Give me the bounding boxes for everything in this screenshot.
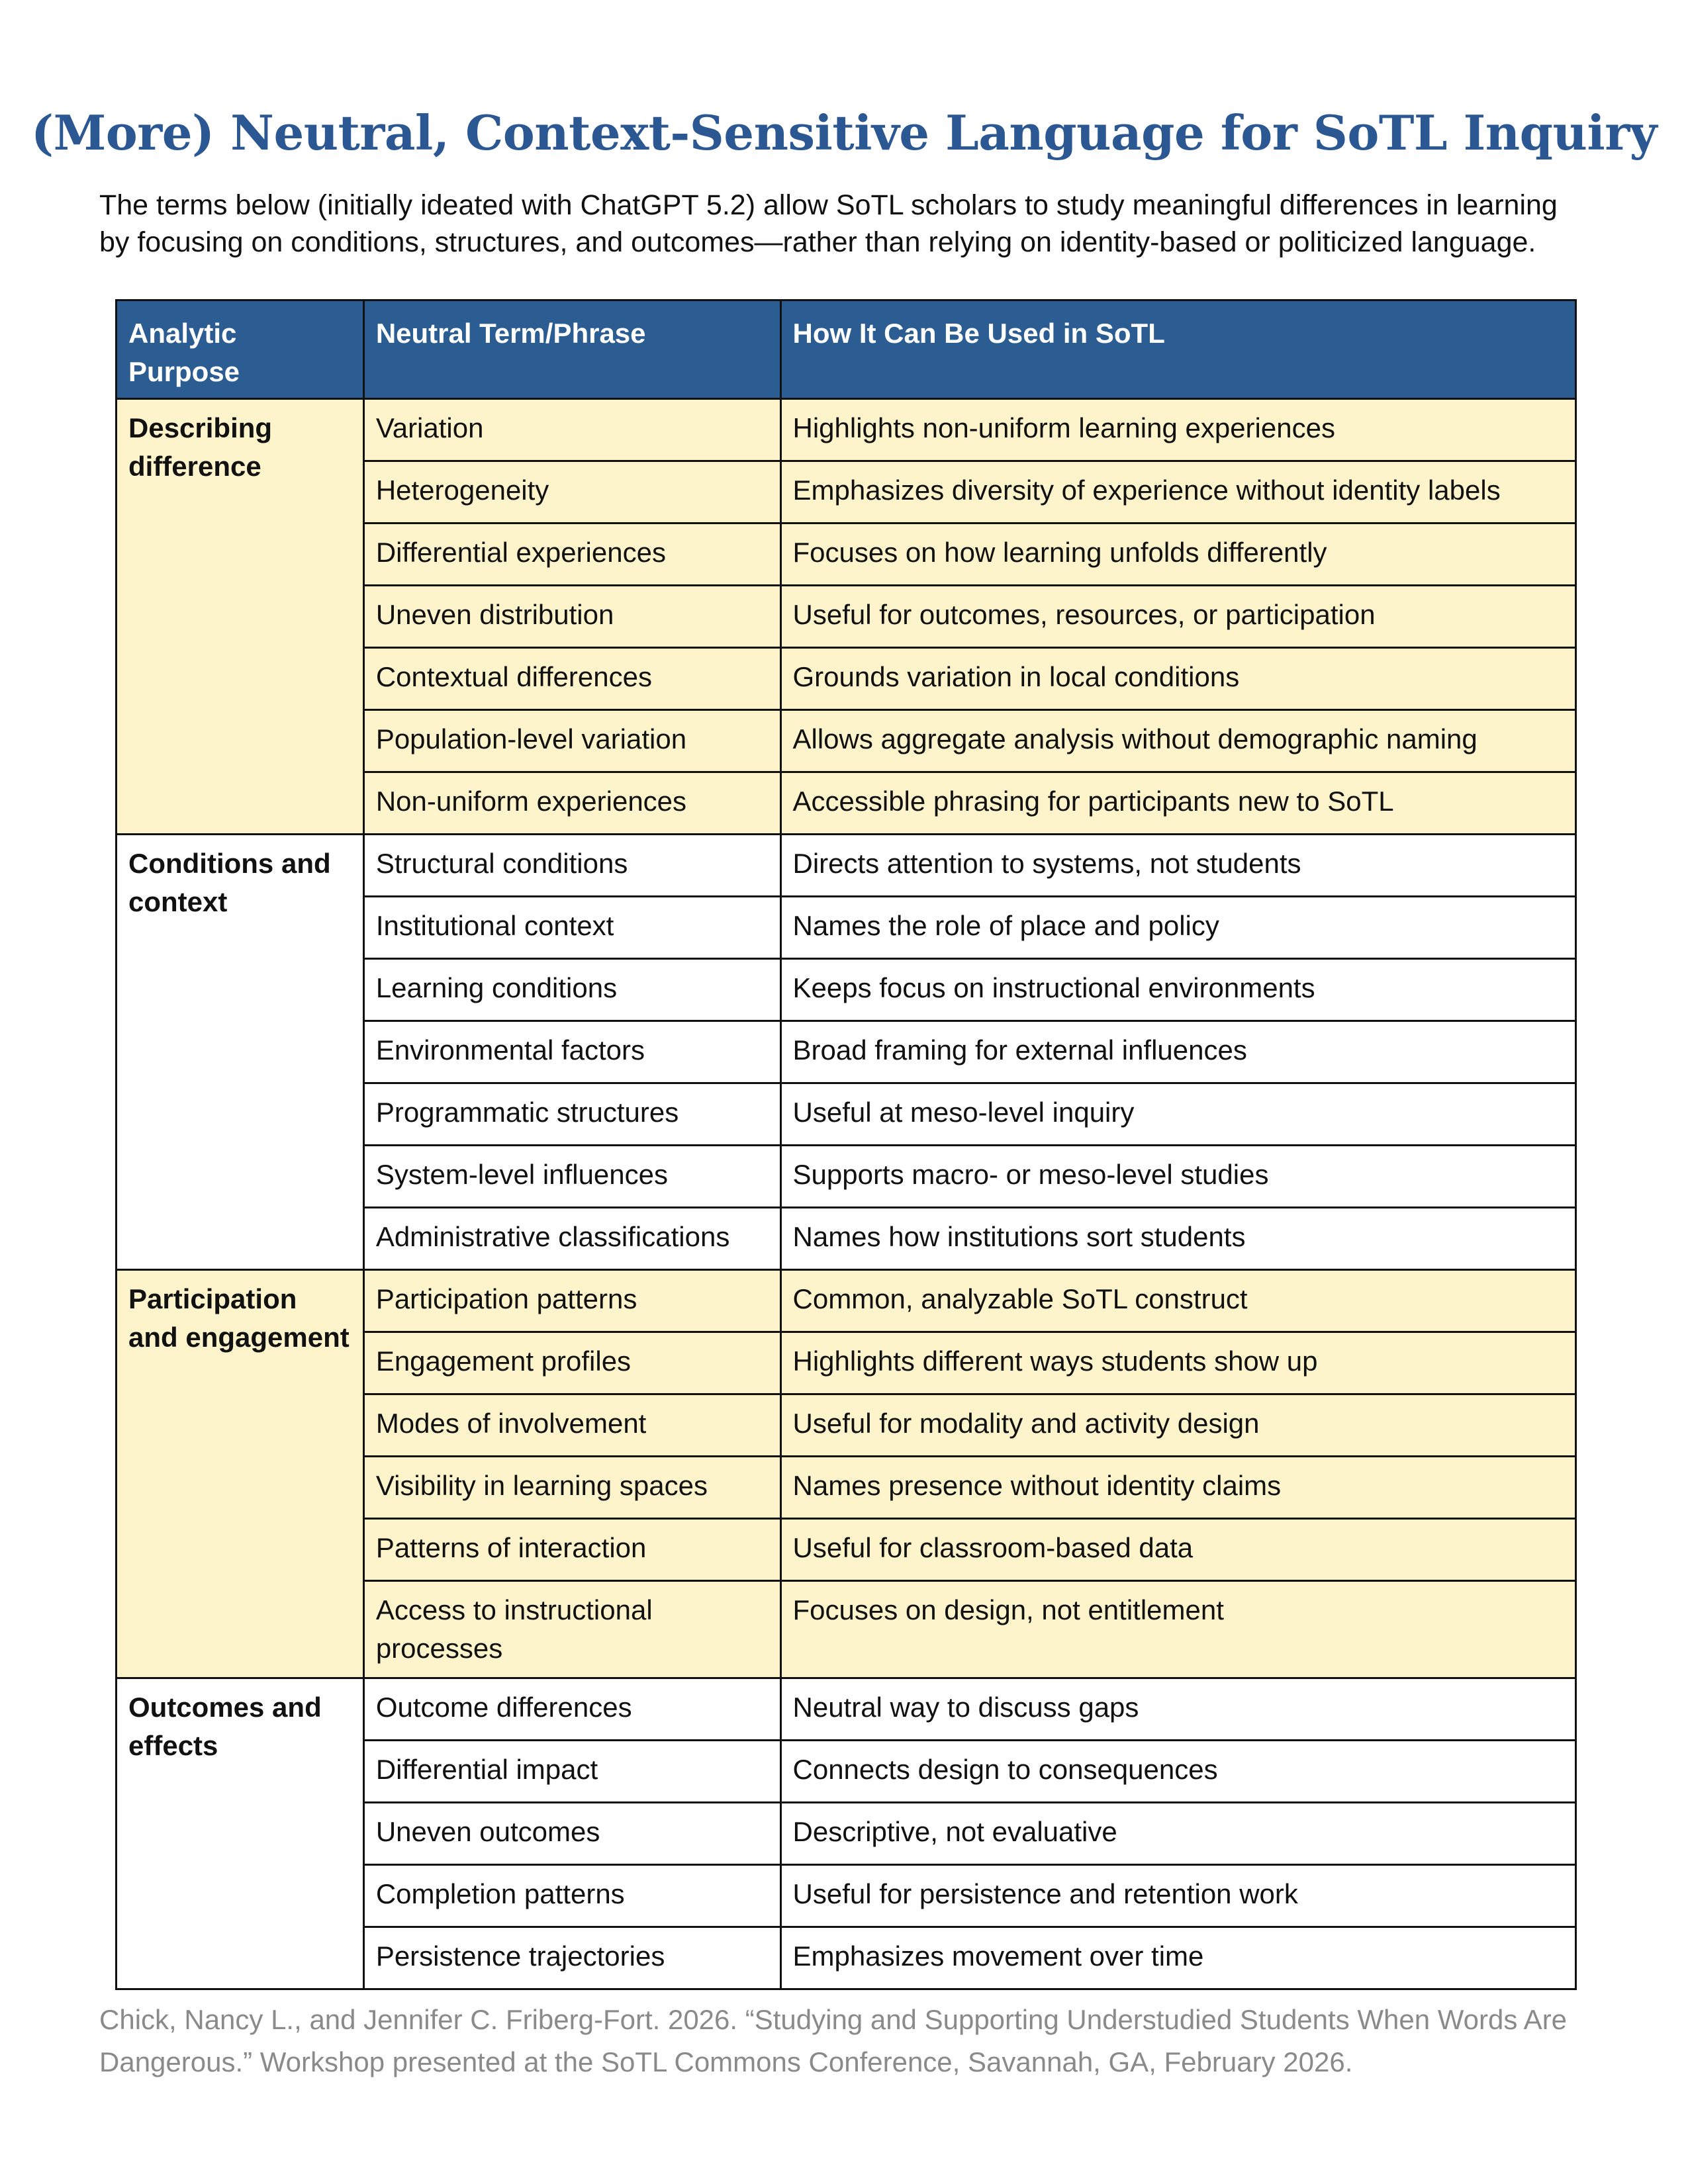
usage-cell: Names the role of place and policy (780, 897, 1576, 959)
neutral-term-cell: Learning conditions (363, 959, 780, 1021)
neutral-term-cell: Access to instructional processes (363, 1581, 780, 1678)
neutral-term-cell: Population-level variation (363, 710, 780, 772)
usage-cell: Directs attention to systems, not students (780, 835, 1576, 897)
header-how-used: How It Can Be Used in SoTL (780, 300, 1576, 399)
usage-cell: Focuses on how learning unfolds differently (780, 523, 1576, 586)
terms-table (115, 299, 1577, 1990)
analytic-purpose-cell: Conditions and context (117, 835, 364, 1270)
usage-cell: Highlights non-uniform learning experiences (780, 399, 1576, 461)
usage-cell: Useful for persistence and retention work (780, 1865, 1576, 1927)
usage-cell: Supports macro- or meso-level studies (780, 1146, 1576, 1208)
neutral-term-cell: Non-uniform experiences (363, 772, 780, 835)
table-header-row (117, 300, 1576, 399)
usage-cell: Descriptive, not evaluative (780, 1803, 1576, 1865)
neutral-term-cell: Engagement profiles (363, 1332, 780, 1394)
usage-cell: Highlights different ways students show up (780, 1332, 1576, 1394)
citation: Chick, Nancy L., and Jennifer C. Friberg-Fort. 2026. “Studying and Supporting Understudied Students When Words Are Dangerous.” Workshop presented at the SoTL Commons Conference, Savannah, GA, February 2026. (99, 2004, 1568, 2077)
usage-cell: Focuses on design, not entitlement (780, 1581, 1576, 1678)
neutral-term-cell: Environmental factors (363, 1021, 780, 1083)
neutral-term-cell: Uneven distribution (363, 586, 780, 648)
usage-cell: Names how institutions sort students (780, 1208, 1576, 1270)
page-title: (More) Neutral, Context-Sensitive Language for SoTL Inquiry (31, 105, 1657, 161)
neutral-term-cell: Completion patterns (363, 1865, 780, 1927)
neutral-term-cell: Outcome differences (363, 1678, 780, 1741)
neutral-term-cell: Administrative classifications (363, 1208, 780, 1270)
usage-cell: Neutral way to discuss gaps (780, 1678, 1576, 1741)
neutral-term-cell: Visibility in learning spaces (363, 1457, 780, 1519)
neutral-term-cell: Variation (363, 399, 780, 461)
neutral-term-cell: Heterogeneity (363, 461, 780, 523)
neutral-term-cell: Institutional context (363, 897, 780, 959)
neutral-term-cell: Participation patterns (363, 1270, 780, 1332)
neutral-term-cell: Structural conditions (363, 835, 780, 897)
table-body (117, 399, 1576, 1989)
table-row (117, 835, 1576, 897)
neutral-term-cell: Uneven outcomes (363, 1803, 780, 1865)
analytic-purpose-cell: Describing difference (117, 399, 364, 835)
usage-cell: Allows aggregate analysis without demographic naming (780, 710, 1576, 772)
neutral-term-cell: Modes of involvement (363, 1394, 780, 1457)
neutral-term-cell: Differential impact (363, 1741, 780, 1803)
usage-cell: Useful at meso-level inquiry (780, 1083, 1576, 1146)
neutral-term-cell: Contextual differences (363, 648, 780, 710)
usage-cell: Grounds variation in local conditions (780, 648, 1576, 710)
usage-cell: Accessible phrasing for participants new to SoTL (780, 772, 1576, 835)
neutral-term-cell: System-level influences (363, 1146, 780, 1208)
usage-cell: Keeps focus on instructional environments (780, 959, 1576, 1021)
neutral-term-cell: Differential experiences (363, 523, 780, 586)
usage-cell: Connects design to consequences (780, 1741, 1576, 1803)
intro-paragraph: The terms below (initially ideated with ChatGPT 5.2) allow SoTL scholars to study meaningful differences in learning by focusing on conditions, structures, and outcomes—rather than relying on identity-based or politicized language. (99, 189, 1558, 258)
usage-cell: Emphasizes movement over time (780, 1927, 1576, 1989)
usage-cell: Useful for modality and activity design (780, 1394, 1576, 1457)
table-row (117, 399, 1576, 461)
analytic-purpose-cell: Participation and engagement (117, 1270, 364, 1678)
usage-cell: Useful for outcomes, resources, or participation (780, 586, 1576, 648)
usage-cell: Emphasizes diversity of experience without identity labels (780, 461, 1576, 523)
header-analytic-purpose: Analytic Purpose (117, 300, 364, 399)
usage-cell: Broad framing for external influences (780, 1021, 1576, 1083)
neutral-term-cell: Persistence trajectories (363, 1927, 780, 1989)
analytic-purpose-cell: Outcomes and effects (117, 1678, 364, 1989)
header-neutral-term: Neutral Term/Phrase (363, 300, 780, 399)
table-row (117, 1678, 1576, 1741)
table-row (117, 1270, 1576, 1332)
usage-cell: Useful for classroom-based data (780, 1519, 1576, 1581)
neutral-term-cell: Programmatic structures (363, 1083, 780, 1146)
usage-cell: Names presence without identity claims (780, 1457, 1576, 1519)
usage-cell: Common, analyzable SoTL construct (780, 1270, 1576, 1332)
neutral-term-cell: Patterns of interaction (363, 1519, 780, 1581)
